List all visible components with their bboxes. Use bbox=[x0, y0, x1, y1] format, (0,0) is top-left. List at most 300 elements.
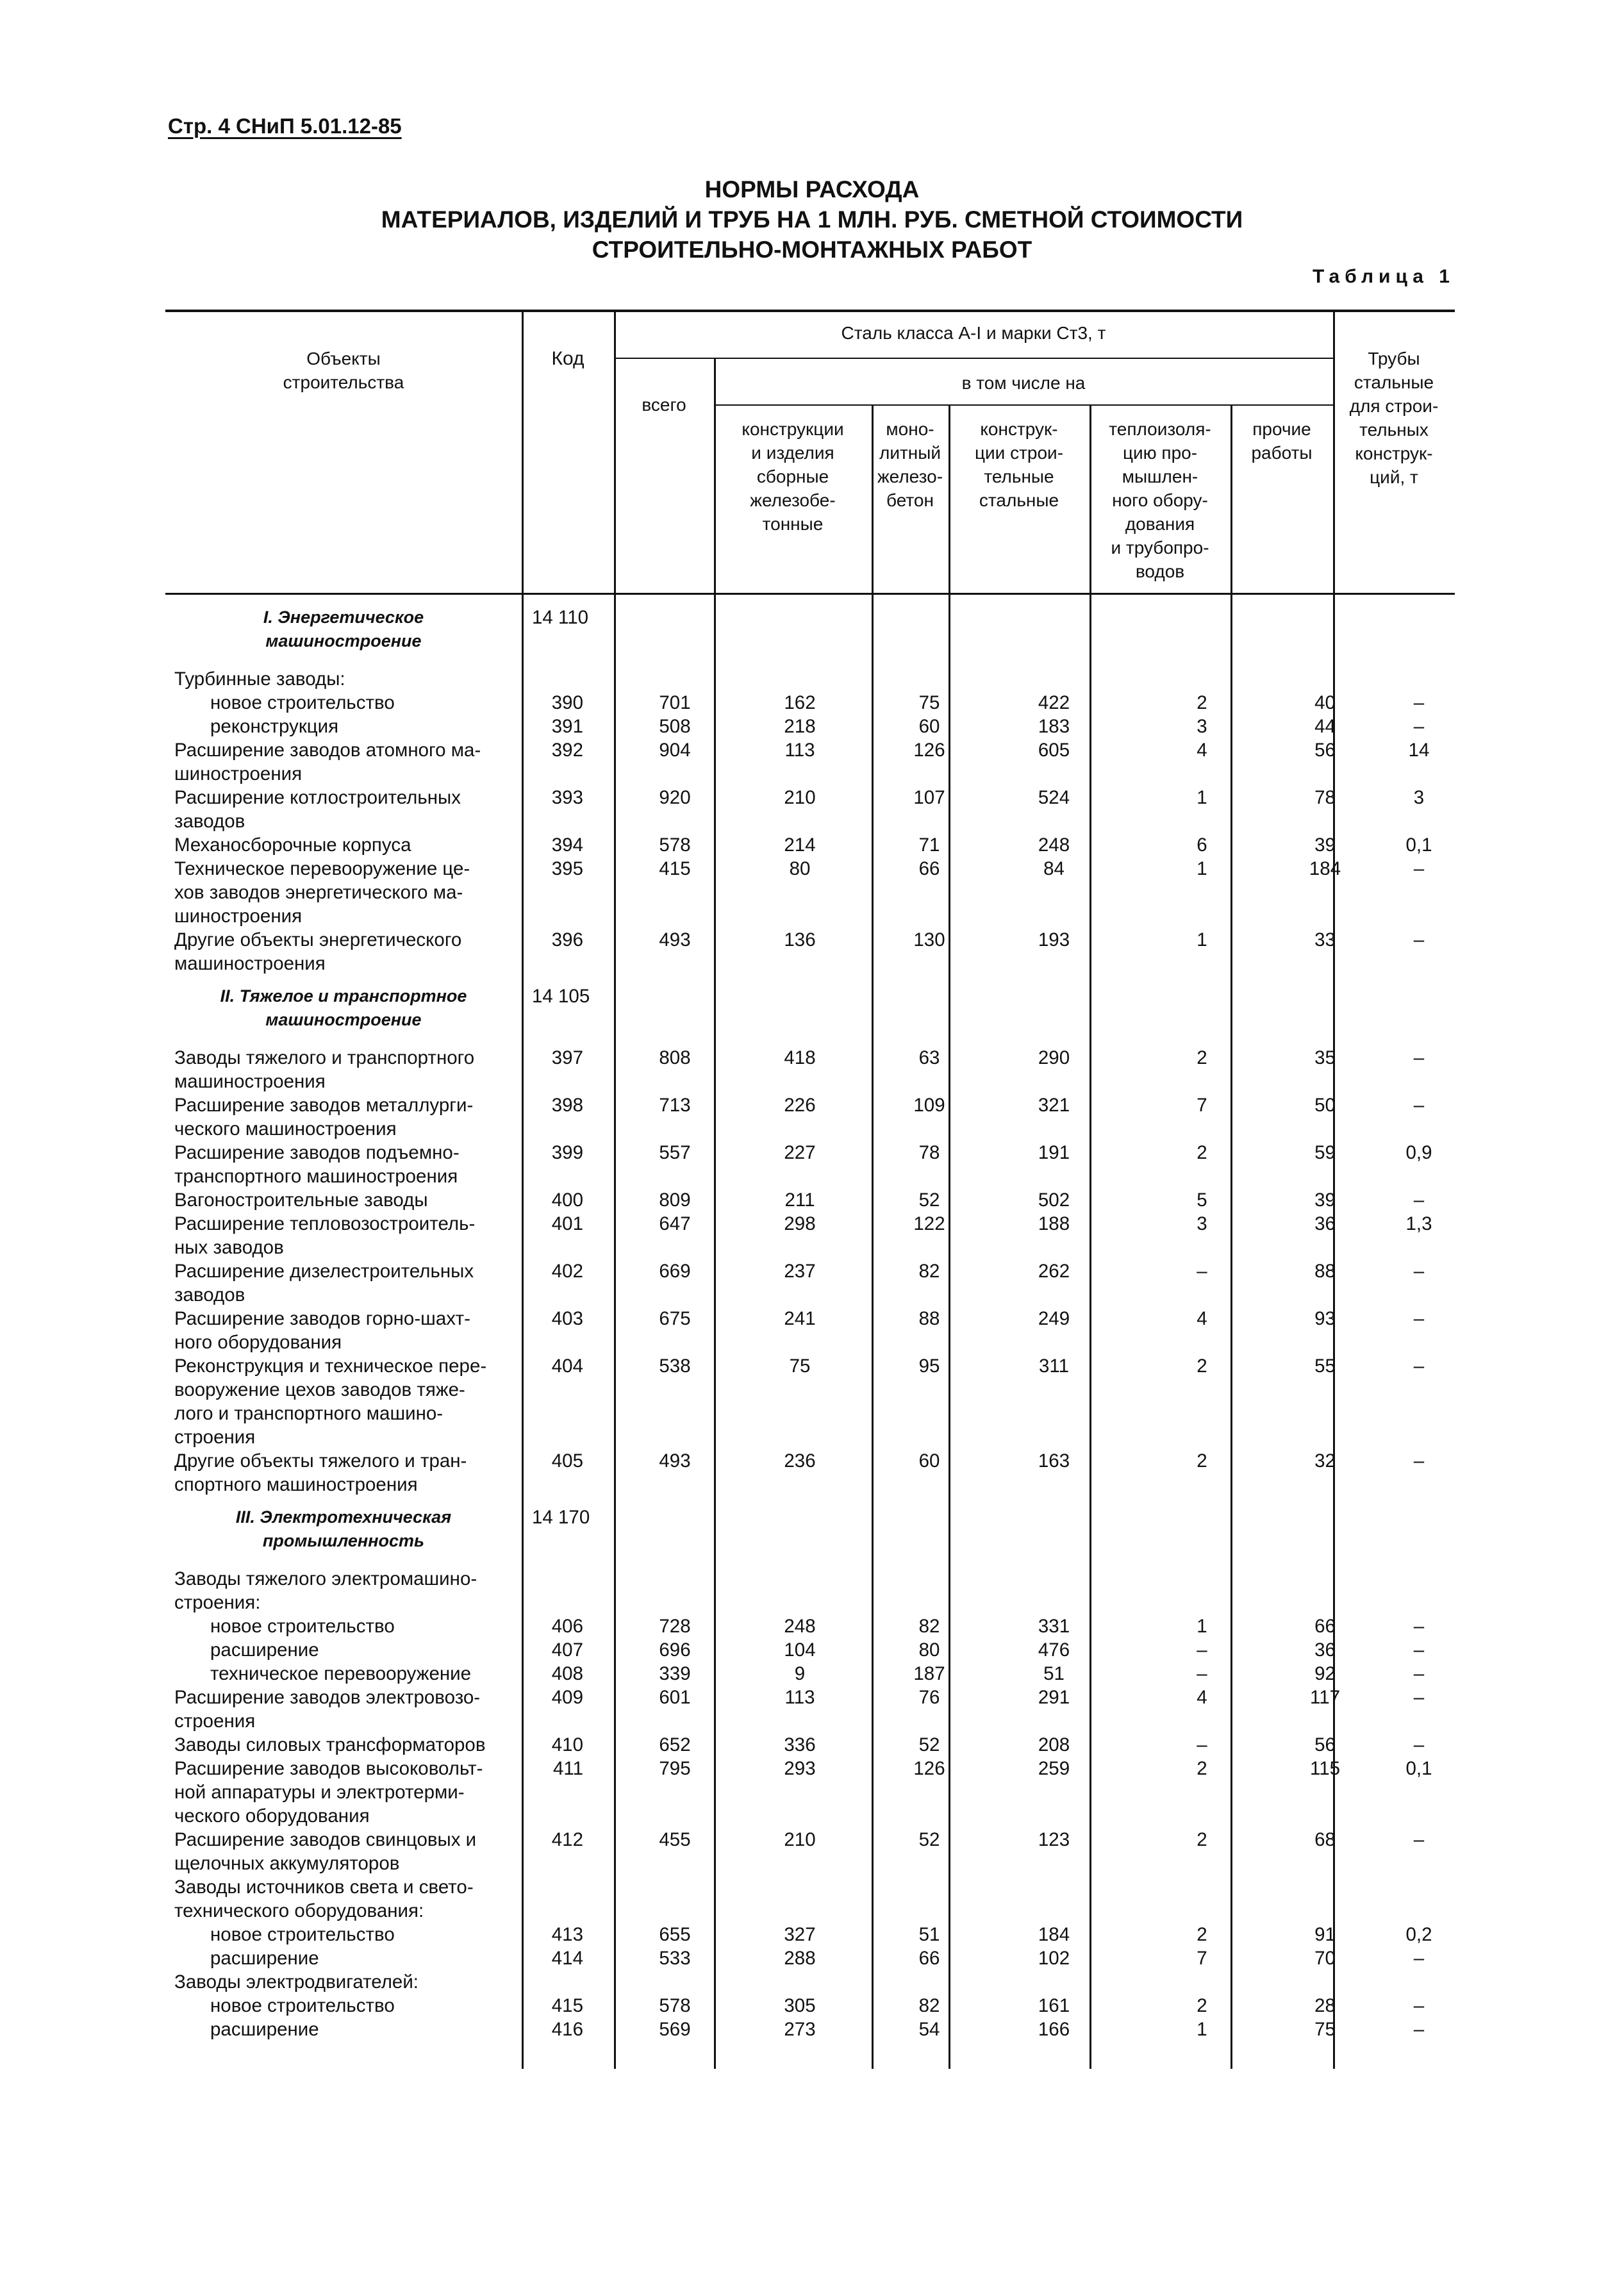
insulation-cell: 3 bbox=[1197, 716, 1207, 737]
monolithic-cell: 187 bbox=[913, 1663, 945, 1684]
insulation-cell: 7 bbox=[1197, 1948, 1207, 1969]
precast-cell: 214 bbox=[784, 834, 816, 856]
object-name bbox=[174, 857, 687, 928]
object-name-line: Другие объекты энергетического bbox=[174, 929, 462, 950]
object-name bbox=[174, 1567, 687, 1614]
pipes-cell: – bbox=[1413, 1663, 1425, 1684]
monolithic-cell: 52 bbox=[918, 1829, 940, 1850]
monolithic-cell: 130 bbox=[913, 929, 945, 950]
header-including: в том числе на bbox=[961, 373, 1086, 393]
object-name-line: машиностроение bbox=[265, 1010, 422, 1029]
object-name-line: вооружение цехов заводов тяже- bbox=[174, 1379, 465, 1400]
steel-structures-cell: 248 bbox=[1038, 834, 1070, 856]
pipes-cell: – bbox=[1413, 858, 1425, 879]
insulation-cell: 1 bbox=[1197, 858, 1207, 879]
monolithic-cell: 95 bbox=[918, 1356, 940, 1377]
object-name-line: ческого оборудования bbox=[174, 1805, 370, 1827]
other-works-cell: 66 bbox=[1314, 1616, 1336, 1637]
insulation-cell: – bbox=[1197, 1663, 1207, 1684]
total-cell: 809 bbox=[659, 1190, 691, 1211]
monolithic-cell: 63 bbox=[918, 1047, 940, 1068]
header-bottom-rule bbox=[165, 593, 1455, 595]
object-name-line: новое строительство bbox=[210, 692, 395, 713]
total-cell: 669 bbox=[659, 1261, 691, 1282]
pipes-cell: – bbox=[1413, 1687, 1425, 1708]
precast-cell: 210 bbox=[784, 787, 816, 808]
total-cell: 493 bbox=[659, 1450, 691, 1472]
header-steel-group: Сталь класса А-I и марки Ст3, т bbox=[841, 323, 1106, 343]
object-name-line: Расширение заводов свинцовых и bbox=[174, 1829, 477, 1850]
object-name-line: ной аппаратуры и электротерми- bbox=[174, 1782, 465, 1803]
steel-structures-cell: 321 bbox=[1038, 1095, 1070, 1116]
monolithic-cell: 52 bbox=[918, 1734, 940, 1755]
total-cell: 557 bbox=[659, 1142, 691, 1163]
header-sub-precast: конструкции и изделия сборные железобе- тонные bbox=[742, 419, 844, 534]
object-name-line: машиностроения bbox=[174, 953, 326, 974]
steel-structures-cell: 51 bbox=[1043, 1663, 1065, 1684]
object-name-line: Расширение заводов высоковольт- bbox=[174, 1758, 483, 1779]
pipes-cell: 14 bbox=[1408, 740, 1430, 761]
pipes-cell: 1,3 bbox=[1405, 1213, 1432, 1234]
precast-cell: 136 bbox=[784, 929, 816, 950]
total-cell: 455 bbox=[659, 1829, 691, 1850]
total-cell: 508 bbox=[659, 716, 691, 737]
object-name bbox=[174, 786, 687, 833]
insulation-cell: – bbox=[1197, 1734, 1207, 1755]
steel-structures-cell: 193 bbox=[1038, 929, 1070, 950]
other-works-cell: 28 bbox=[1314, 1995, 1336, 2016]
other-works-cell: 39 bbox=[1314, 834, 1336, 856]
object-name-line: Расширение дизелестроительных bbox=[174, 1261, 474, 1282]
pipes-cell: 0,1 bbox=[1405, 834, 1432, 856]
insulation-cell: 2 bbox=[1197, 1758, 1207, 1779]
pipes-cell: – bbox=[1413, 1829, 1425, 1850]
monolithic-cell: 66 bbox=[918, 858, 940, 879]
code-cell: 391 bbox=[551, 716, 583, 737]
insulation-cell: 1 bbox=[1197, 787, 1207, 808]
precast-cell: 298 bbox=[784, 1213, 816, 1234]
steel-structures-cell: 183 bbox=[1038, 716, 1070, 737]
object-name-line: ных заводов bbox=[174, 1237, 284, 1258]
pipes-cell: – bbox=[1413, 1616, 1425, 1637]
steel-structures-cell: 311 bbox=[1038, 1356, 1070, 1377]
monolithic-cell: 107 bbox=[913, 787, 945, 808]
monolithic-cell: 66 bbox=[918, 1948, 940, 1969]
object-name bbox=[174, 1970, 687, 1994]
other-works-cell: 92 bbox=[1314, 1663, 1336, 1684]
other-works-cell: 93 bbox=[1314, 1308, 1336, 1329]
object-name-line: новое строительство bbox=[210, 1995, 395, 2016]
code-cell: 403 bbox=[551, 1308, 583, 1329]
precast-cell: 241 bbox=[784, 1308, 816, 1329]
object-name-line: расширение bbox=[210, 1948, 319, 1969]
object-name-line: спортного машиностроения bbox=[174, 1474, 418, 1495]
pipes-cell: – bbox=[1413, 716, 1425, 737]
code-cell: 400 bbox=[551, 1190, 583, 1211]
insulation-cell: 6 bbox=[1197, 834, 1207, 856]
code-cell: 413 bbox=[551, 1924, 583, 1945]
col-rule-sub2 bbox=[949, 404, 950, 2069]
total-cell: 713 bbox=[659, 1095, 691, 1116]
monolithic-cell: 52 bbox=[918, 1190, 940, 1211]
object-name bbox=[174, 1093, 687, 1141]
code-cell: 410 bbox=[551, 1734, 583, 1755]
object-name bbox=[174, 1259, 687, 1307]
steel-structures-cell: 123 bbox=[1038, 1829, 1070, 1850]
object-name bbox=[174, 738, 687, 786]
pipes-cell: 0,1 bbox=[1405, 1758, 1432, 1779]
object-name bbox=[174, 1307, 687, 1354]
total-cell: 675 bbox=[659, 1308, 691, 1329]
steel-structures-cell: 422 bbox=[1038, 692, 1070, 713]
object-name-line: Заводы электродвигателей: bbox=[174, 1971, 419, 1993]
other-works-cell: 115 bbox=[1309, 1758, 1341, 1779]
precast-cell: 211 bbox=[784, 1190, 815, 1211]
title-line-3: СТРОИТЕЛЬНО-МОНТАЖНЫХ РАБОТ bbox=[592, 236, 1032, 263]
other-works-cell: 33 bbox=[1314, 929, 1336, 950]
total-cell: 652 bbox=[659, 1734, 691, 1755]
insulation-cell: 2 bbox=[1197, 1995, 1207, 2016]
object-name-line: Расширение заводов подъемно- bbox=[174, 1142, 460, 1163]
precast-cell: 236 bbox=[784, 1450, 816, 1472]
other-works-cell: 36 bbox=[1314, 1213, 1336, 1234]
object-name-line: Реконструкция и техническое пере- bbox=[174, 1356, 487, 1377]
precast-cell: 273 bbox=[784, 2019, 816, 2040]
steel-structures-cell: 249 bbox=[1038, 1308, 1070, 1329]
steel-structures-cell: 161 bbox=[1038, 1995, 1070, 2016]
monolithic-cell: 88 bbox=[918, 1308, 940, 1329]
pipes-cell: – bbox=[1413, 692, 1425, 713]
code-cell: 416 bbox=[551, 2019, 583, 2040]
object-name-line: III. Электротехническая bbox=[235, 1507, 452, 1527]
precast-cell: 210 bbox=[784, 1829, 816, 1850]
steel-structures-cell: 502 bbox=[1038, 1190, 1070, 1211]
object-name-line: Заводы тяжелого и транспортного bbox=[174, 1047, 475, 1068]
insulation-cell: 3 bbox=[1197, 1213, 1207, 1234]
precast-cell: 227 bbox=[784, 1142, 816, 1163]
pipes-cell: – bbox=[1413, 2019, 1425, 2040]
insulation-cell: 1 bbox=[1197, 1616, 1207, 1637]
precast-cell: 226 bbox=[784, 1095, 816, 1116]
other-works-cell: 50 bbox=[1314, 1095, 1336, 1116]
title-line-2: МАТЕРИАЛОВ, ИЗДЕЛИЙ И ТРУБ НА 1 МЛН. РУБ. СМЕТНОЙ СТОИМОСТИ bbox=[381, 206, 1243, 233]
pipes-cell: – bbox=[1413, 929, 1425, 950]
monolithic-cell: 71 bbox=[918, 834, 940, 856]
insulation-cell: – bbox=[1197, 1639, 1207, 1661]
header-sub-other: прочие работы bbox=[1251, 419, 1313, 463]
code-cell: 414 bbox=[551, 1948, 583, 1969]
object-name bbox=[174, 1733, 687, 1757]
code-cell: 14 105 bbox=[532, 986, 590, 1007]
precast-cell: 113 bbox=[784, 1687, 815, 1708]
total-cell: 339 bbox=[659, 1663, 691, 1684]
other-works-cell: 40 bbox=[1314, 692, 1336, 713]
object-name-line: I. Энергетическое bbox=[263, 608, 424, 627]
object-name-line: Заводы тяжелого электромашино- bbox=[174, 1568, 477, 1589]
precast-cell: 327 bbox=[784, 1924, 816, 1945]
header-rule-including bbox=[714, 404, 1333, 406]
col-rule-sub3 bbox=[1090, 404, 1091, 2069]
object-name-line: Расширение заводов электровозо- bbox=[174, 1687, 481, 1708]
steel-structures-cell: 184 bbox=[1038, 1924, 1070, 1945]
code-cell: 405 bbox=[551, 1450, 583, 1472]
precast-cell: 293 bbox=[784, 1758, 816, 1779]
code-cell: 14 170 bbox=[532, 1507, 590, 1528]
pipes-cell: – bbox=[1413, 1047, 1425, 1068]
object-name-line: новое строительство bbox=[210, 1924, 395, 1945]
steel-structures-cell: 191 bbox=[1038, 1142, 1070, 1163]
object-name bbox=[174, 833, 687, 857]
total-cell: 795 bbox=[659, 1758, 691, 1779]
object-name-line: шиностроения bbox=[174, 906, 302, 927]
total-cell: 538 bbox=[659, 1356, 691, 1377]
insulation-cell: 2 bbox=[1197, 1450, 1207, 1472]
other-works-cell: 36 bbox=[1314, 1639, 1336, 1661]
total-cell: 696 bbox=[659, 1639, 691, 1661]
total-cell: 701 bbox=[659, 692, 691, 713]
code-cell: 397 bbox=[551, 1047, 583, 1068]
object-name-line: промышленность bbox=[262, 1531, 425, 1550]
precast-cell: 237 bbox=[784, 1261, 816, 1282]
other-works-cell: 75 bbox=[1314, 2019, 1336, 2040]
object-name bbox=[174, 1212, 687, 1259]
object-name-line: лого и транспортного машино- bbox=[174, 1403, 443, 1424]
object-name bbox=[174, 667, 687, 691]
monolithic-cell: 82 bbox=[918, 1261, 940, 1282]
total-cell: 569 bbox=[659, 2019, 691, 2040]
total-cell: 493 bbox=[659, 929, 691, 950]
insulation-cell: 5 bbox=[1197, 1190, 1207, 1211]
other-works-cell: 184 bbox=[1309, 858, 1341, 879]
object-name-line: технического оборудования: bbox=[174, 1900, 424, 1921]
object-name bbox=[174, 1828, 687, 1875]
object-name-line: транспортного машиностроения bbox=[174, 1166, 458, 1187]
monolithic-cell: 51 bbox=[918, 1924, 940, 1945]
section-title bbox=[165, 1505, 522, 1553]
pipes-cell: – bbox=[1413, 1948, 1425, 1969]
page-header: Стр. 4 СНиП 5.01.12-85 bbox=[168, 114, 402, 138]
monolithic-cell: 75 bbox=[918, 692, 940, 713]
header-code: Код bbox=[551, 348, 584, 369]
pipes-cell: – bbox=[1413, 1356, 1425, 1377]
other-works-cell: 117 bbox=[1309, 1687, 1341, 1708]
object-name-line: Заводы силовых трансформаторов bbox=[174, 1734, 486, 1755]
total-cell: 601 bbox=[659, 1687, 691, 1708]
pipes-cell: 0,2 bbox=[1405, 1924, 1432, 1945]
monolithic-cell: 126 bbox=[913, 1758, 945, 1779]
other-works-cell: 39 bbox=[1314, 1190, 1336, 1211]
header-total: всего bbox=[642, 395, 686, 415]
steel-structures-cell: 163 bbox=[1038, 1450, 1070, 1472]
object-name-line: строения bbox=[174, 1711, 256, 1732]
insulation-cell: 2 bbox=[1197, 1142, 1207, 1163]
pipes-cell: – bbox=[1413, 1095, 1425, 1116]
steel-structures-cell: 188 bbox=[1038, 1213, 1070, 1234]
insulation-cell: 2 bbox=[1197, 1829, 1207, 1850]
title-line-1: НОРМЫ РАСХОДА bbox=[704, 176, 920, 203]
code-cell: 392 bbox=[551, 740, 583, 761]
insulation-cell: 1 bbox=[1197, 2019, 1207, 2040]
object-name-line: хов заводов энергетического ма- bbox=[174, 882, 463, 903]
monolithic-cell: 54 bbox=[918, 2019, 940, 2040]
object-name-line: шиностроения bbox=[174, 763, 302, 784]
precast-cell: 9 bbox=[794, 1663, 806, 1684]
monolithic-cell: 109 bbox=[913, 1095, 945, 1116]
steel-structures-cell: 524 bbox=[1038, 787, 1070, 808]
object-name bbox=[174, 1757, 687, 1828]
object-name-line: Другие объекты тяжелого и тран- bbox=[174, 1450, 467, 1472]
object-name bbox=[174, 1449, 687, 1497]
object-name bbox=[174, 1046, 687, 1093]
object-name-line: заводов bbox=[174, 1284, 245, 1306]
precast-cell: 288 bbox=[784, 1948, 816, 1969]
total-cell: 578 bbox=[659, 834, 691, 856]
other-works-cell: 35 bbox=[1314, 1047, 1336, 1068]
object-name bbox=[174, 1354, 687, 1449]
col-rule-sub4 bbox=[1230, 404, 1232, 2069]
monolithic-cell: 76 bbox=[918, 1687, 940, 1708]
object-name-line: машиностроение bbox=[265, 631, 422, 651]
object-name-line: Расширение котлостроительных bbox=[174, 787, 461, 808]
total-cell: 904 bbox=[659, 740, 691, 761]
code-cell: 395 bbox=[551, 858, 583, 879]
insulation-cell: 2 bbox=[1197, 1047, 1207, 1068]
monolithic-cell: 80 bbox=[918, 1639, 940, 1661]
total-cell: 533 bbox=[659, 1948, 691, 1969]
object-name-line: Механосборочные корпуса bbox=[174, 834, 411, 856]
monolithic-cell: 78 bbox=[918, 1142, 940, 1163]
monolithic-cell: 60 bbox=[918, 716, 940, 737]
code-cell: 401 bbox=[551, 1213, 583, 1234]
object-name-line: II. Тяжелое и транспортное bbox=[220, 986, 467, 1006]
monolithic-cell: 60 bbox=[918, 1450, 940, 1472]
object-name-line: Расширение тепловозостроитель- bbox=[174, 1213, 476, 1234]
object-name-line: реконструкция bbox=[210, 716, 339, 737]
code-cell: 407 bbox=[551, 1639, 583, 1661]
code-cell: 396 bbox=[551, 929, 583, 950]
steel-structures-cell: 291 bbox=[1038, 1687, 1070, 1708]
object-name-line: Расширение заводов горно-шахт- bbox=[174, 1308, 470, 1329]
total-cell: 578 bbox=[659, 1995, 691, 2016]
total-cell: 728 bbox=[659, 1616, 691, 1637]
other-works-cell: 78 bbox=[1314, 787, 1336, 808]
code-cell: 390 bbox=[551, 692, 583, 713]
table-top-rule bbox=[165, 310, 1455, 312]
object-name bbox=[174, 928, 687, 975]
code-cell: 394 bbox=[551, 834, 583, 856]
precast-cell: 248 bbox=[784, 1616, 816, 1637]
object-name-line: машиностроения bbox=[174, 1071, 326, 1092]
header-sub-monolithic: моно- литный железо- бетон bbox=[877, 419, 943, 510]
header-pipes: Трубы стальные для строи- тельных конструк- ций, т bbox=[1349, 349, 1439, 487]
object-name-line: строения: bbox=[174, 1592, 261, 1613]
object-name-line: Заводы источников света и свето- bbox=[174, 1877, 474, 1898]
other-works-cell: 70 bbox=[1314, 1948, 1336, 1969]
monolithic-cell: 122 bbox=[913, 1213, 945, 1234]
insulation-cell: 7 bbox=[1197, 1095, 1207, 1116]
insulation-cell: 2 bbox=[1197, 1924, 1207, 1945]
monolithic-cell: 126 bbox=[913, 740, 945, 761]
code-cell: 408 bbox=[551, 1663, 583, 1684]
total-cell: 655 bbox=[659, 1924, 691, 1945]
code-cell: 398 bbox=[551, 1095, 583, 1116]
object-name-line: Расширение заводов металлурги- bbox=[174, 1095, 474, 1116]
other-works-cell: 68 bbox=[1314, 1829, 1336, 1850]
total-cell: 415 bbox=[659, 858, 691, 879]
precast-cell: 113 bbox=[784, 740, 815, 761]
code-cell: 412 bbox=[551, 1829, 583, 1850]
monolithic-cell: 82 bbox=[918, 1995, 940, 2016]
code-cell: 404 bbox=[551, 1356, 583, 1377]
steel-structures-cell: 290 bbox=[1038, 1047, 1070, 1068]
pipes-cell: – bbox=[1413, 1734, 1425, 1755]
insulation-cell: 4 bbox=[1197, 1687, 1207, 1708]
other-works-cell: 91 bbox=[1314, 1924, 1336, 1945]
code-cell: 415 bbox=[551, 1995, 583, 2016]
object-name-line: расширение bbox=[210, 2019, 319, 2040]
pipes-cell: – bbox=[1413, 1190, 1425, 1211]
insulation-cell: 4 bbox=[1197, 740, 1207, 761]
table-label: Таблица 1 bbox=[1312, 266, 1455, 287]
precast-cell: 336 bbox=[784, 1734, 816, 1755]
pipes-cell: 3 bbox=[1413, 787, 1425, 808]
precast-cell: 75 bbox=[789, 1356, 811, 1377]
steel-structures-cell: 476 bbox=[1038, 1639, 1070, 1661]
object-name-line: ного оборудования bbox=[174, 1332, 342, 1353]
other-works-cell: 88 bbox=[1314, 1261, 1336, 1282]
precast-cell: 80 bbox=[789, 858, 811, 879]
object-name-line: новое строительство bbox=[210, 1616, 395, 1637]
steel-structures-cell: 331 bbox=[1038, 1616, 1070, 1637]
pipes-cell: – bbox=[1413, 1450, 1425, 1472]
precast-cell: 218 bbox=[784, 716, 816, 737]
total-cell: 920 bbox=[659, 787, 691, 808]
header-sub-steel-structures: конструк- ции строи- тельные стальные bbox=[974, 419, 1064, 510]
object-name-line: ческого машиностроения bbox=[174, 1118, 397, 1140]
pipes-cell: – bbox=[1413, 1639, 1425, 1661]
object-name-line: Вагоностроительные заводы bbox=[174, 1190, 428, 1211]
object-name bbox=[174, 1141, 687, 1188]
header-objects: Объекты строительства bbox=[283, 349, 404, 392]
precast-cell: 162 bbox=[784, 692, 816, 713]
code-cell: 402 bbox=[551, 1261, 583, 1282]
section-title bbox=[165, 606, 522, 653]
object-name-line: строения bbox=[174, 1427, 256, 1448]
object-name-line: Расширение заводов атомного ма- bbox=[174, 740, 481, 761]
precast-cell: 104 bbox=[784, 1639, 816, 1661]
code-cell: 393 bbox=[551, 787, 583, 808]
object-name-line: Турбинные заводы: bbox=[174, 668, 345, 690]
other-works-cell: 44 bbox=[1314, 716, 1336, 737]
other-works-cell: 55 bbox=[1314, 1356, 1336, 1377]
steel-structures-cell: 259 bbox=[1038, 1758, 1070, 1779]
pipes-cell: – bbox=[1413, 1261, 1425, 1282]
steel-structures-cell: 262 bbox=[1038, 1261, 1070, 1282]
object-name-line: Техническое перевооружение це- bbox=[174, 858, 470, 879]
header-rule-steel bbox=[614, 358, 1333, 359]
steel-structures-cell: 84 bbox=[1043, 858, 1065, 879]
pipes-cell: 0,9 bbox=[1405, 1142, 1432, 1163]
pipes-cell: – bbox=[1413, 1995, 1425, 2016]
other-works-cell: 56 bbox=[1314, 1734, 1336, 1755]
insulation-cell: – bbox=[1197, 1261, 1207, 1282]
section-title bbox=[165, 984, 522, 1032]
object-name bbox=[174, 1686, 687, 1733]
other-works-cell: 59 bbox=[1314, 1142, 1336, 1163]
document-title bbox=[0, 174, 1624, 265]
insulation-cell: 4 bbox=[1197, 1308, 1207, 1329]
code-cell: 406 bbox=[551, 1616, 583, 1637]
